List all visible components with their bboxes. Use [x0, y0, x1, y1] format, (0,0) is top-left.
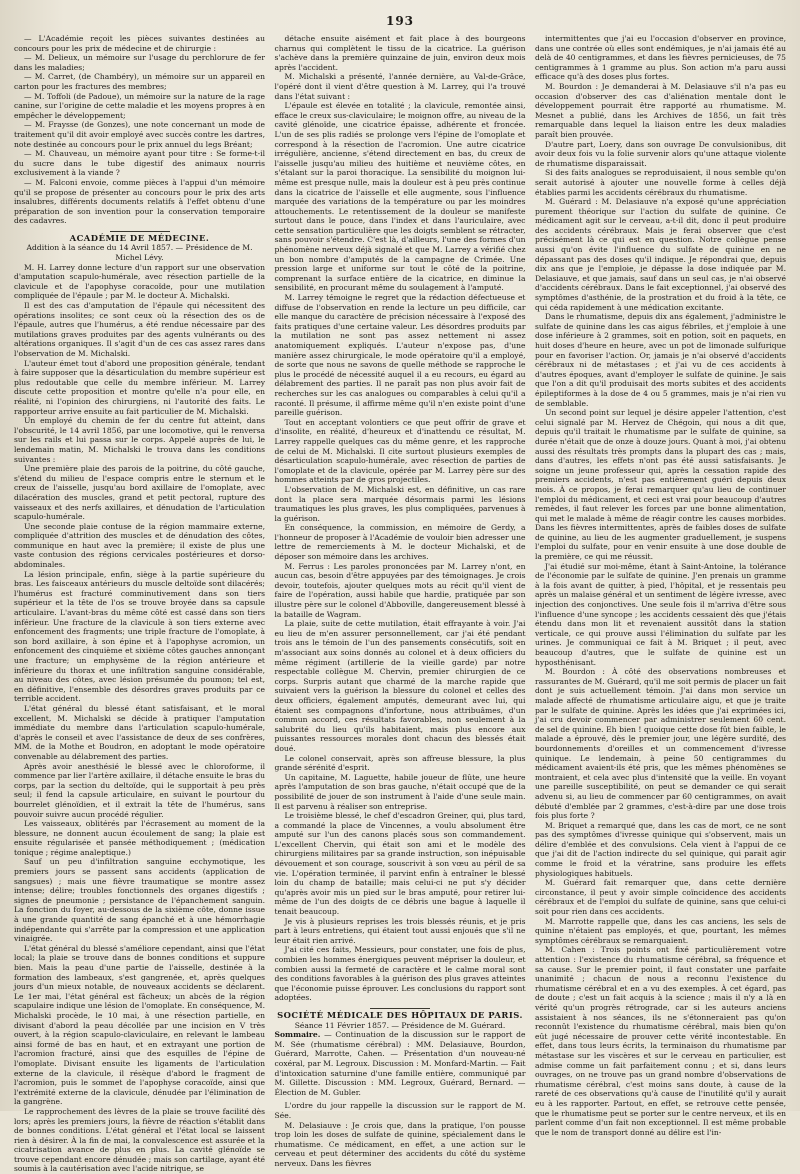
- paragraph: M. Guérard : M. Delasiauve n'a exposé qu'une appréciation purement théorique sur l'action du sulfate de quinine. Ce médicament agit sur le cerveau, a-t-il dit, donc il peut produire des accidents cérébraux. Mais je ferai observer que c'est précisément là ce qui est en question. Notre collègue pense aussi qu'on évite l'influence du sulfate de quinine en ne dépassant pas des doses qu'il indique. Je répondrai que, depuis dix ans que je l'emploie, je dépasse la dose indiquée par M. Delasiauve, et que jamais, sauf dans un seul cas, je n'ai observé d'accidents cérébraux. Dans le fait exceptionnel, j'ai observé des symptômes d'asthénie, de la prostration et du froid à la tête, ce qui céda rapidement à une médication excitante.: [535, 197, 786, 312]
- paragraph: L'état général du blessé étant satisfaisant, et le moral excellent, M. Michalski se décide à pratiquer l'amputation immédiate du membre dans l'articulation scapulo-humérale, d'après le conseil et avec l'assistance de deux de ses confrères, MM. de la Mothe et Boudron, en adoptant le mode opératoire convenable au délabrement des parties.: [14, 703, 265, 761]
- paragraph: Après avoir anesthésié le blessé avec le chloroforme, il commence par lier l'artère axillaire, il détache ensuite le bras du corps, par la section du deltoïde, qui le supportait à peu près seul; il fend la capsule articulaire, en suivant le pourtour du bourrelet glénoïdien, et il extrait la tête de l'humérus, sans pouvoir suivre aucun procédé régulier.: [14, 761, 265, 819]
- paragraph: Il est des cas d'amputation de l'épaule qui nécessitent des opérations insolites; ce sont ceux où la résection des os de l'épaule, autres que l'humérus, a été rendue nécessaire par des mutilations graves produites par des agents vulnérants ou des altérations organiques. Il s'agit d'un de ces cas assez rares dans l'observation de M. Michalski.: [14, 301, 265, 358]
- paragraph: — M. Delieux, un mémoire sur l'usage du perchlorure de fer dans les maladies;: [14, 53, 265, 72]
- paragraph: — M. Carret, (de Chambéry), un mémoire sur un appareil en carton pour les fractures des membres;: [14, 72, 265, 91]
- section-divider: [110, 231, 170, 232]
- paragraph: M. Ferrus : Les paroles prononcées par M. Larrey n'ont, en aucun cas, besoin d'être appuyées par des témoignages. Je crois devoir, toutefois, ajouter quelques mots au récit qu'il vient de faire de l'opération, aussi habile que hardie, pratiquée par son illustre père sur le colonel d'Abboville, dangereusement blessé à la bataille de Wagram.: [274, 561, 526, 619]
- paragraph: D'autre part, Loery, dans son ouvrage De convulsionibus, dit avoir deux fois vu la folie survenir alors qu'une attaque violente de rhumatisme disparaissait.: [535, 139, 786, 168]
- paragraph: Une première plaie des parois de la poitrine, du côté gauche, s'étend du milieu de l'espace compris entre le sternum et le creux de l'aisselle, jusqu'au bord axillaire de l'omoplate, avec dilacération des muscles, grand et petit pectoral, rupture des vaisseaux et des nerfs axillaires, et dénudation de l'articulation scapulo-humérale.: [14, 464, 265, 522]
- paragraph: M. Delasiauve : Je crois que, dans la pratique, l'on pousse trop loin les doses de sulfate de quinine, spécialement dans le rhumatisme. Ce médicament, en effet, a une action sur le cerveau et peut déterminer des accidents du côté du système nerveux. Dans les fièvres: [274, 1120, 526, 1168]
- paragraph: — M. Falconi envoie, comme pièces à l'appui d'un mémoire qu'il se propose de présenter au concours pour le prix des arts insalubres, différents documents relatifs à l'effet obtenu d'une préparation de son invention pour la conservation temporaire des cadavres.: [14, 177, 265, 226]
- paragraph: La lésion principale, enfin, siège à la partie supérieure du bras. Les faisceaux antérieurs du muscle deltoïde sont dilacérés; l'humérus est fracturé comminutivement dans son tiers supérieur et la tête de l'os se trouve broyée dans sa capsule articulaire. L'avant-bras du même côté est cassé dans son tiers inférieur. Une fracture de la clavicule à son tiers externe avec enfoncement des fragments; une triple fracture de l'omoplate, à son bord axillaire, à son épine et à l'apophyse acromion, un enfoncement des cinquième et sixième côtes gauches annonçant une fracture; un emphysème de la région antérieure et inférieure du thorax et une infiltration sanguine considérable, au niveau des côtes, avec lésion présumée du poumon; tel est, en définitive, l'ensemble des désordres graves produits par ce terrible accident.: [14, 569, 265, 704]
- paragraph: — M. Toffoli (de Padoue), un mémoire sur la nature de la rage canine, sur l'origine de cette maladie et les moyens propres à en empêcher le développement;: [14, 91, 265, 120]
- paragraph: M. H. Larrey donne lecture d'un rapport sur une observation d'amputation scapulo-humérale, avec résection partielle de la clavicule et de l'apophyse coracoïde, pour une mutilation compliquée de l'épaule ; par M. le docteur A. Michalski.: [14, 262, 265, 301]
- paragraph: Sauf un peu d'infiltration sanguine ecchymotique, les premiers jours se passent sans accidents (application de sangsues) ; mais une fièvre traumatique se montre assez intense; délire; troubles fonctionnels des organes digestifs ; signes de pneumonie ; persistance de l'épanchement sanguin. La fonction du foyer, au-dessous de la sixième côte, donne issue à une grande quantité de sang épanché et à une hémorrhagie indépendante qui s'arrête par la compression et une application vinaigrée.: [14, 857, 265, 944]
- paragraph: Dans le rhumatisme, depuis dix ans également, j'administre le sulfate de quinine dans les cas aigus fébriles, et j'emploie à une dose inférieure à 2 grammes, soit en potion, soit en paquets, en huit doses d'heure en heure, avec un pot de limonade sulfurique pour en favoriser l'action. Or, jamais je n'ai observé d'accidents cérébraux ni de métastases ; et j'ai vu de ces accidents à d'autres époques, avant d'employer le sulfate de quinine. Je sais que l'on a dit qu'il produisait des morts subites et des accidents épileptiformes à la dose de 4 ou 5 grammes, mais je n'ai rien vu de semblable.: [535, 312, 786, 408]
- paragraph: Un employé du chemin de fer du centre fut atteint, dans l'obscurité, le 14 avril 1856, par une locomotive, qui le renversa sur les rails et lui passa sur le corps. Appelé auprès de lui, le lendemain matin, M. Michalski le trouva dans les conditions suivantes :: [14, 416, 265, 464]
- column-2: [274, 34, 526, 1168]
- section-heading: SOCIÉTÉ MÉDICALE DES HÔPITAUX DE PARIS.: [277, 1009, 523, 1020]
- paragraph: M. Cahen : Trois points ont fixé particulièrement votre attention : l'existence du rhumatisme cérébral, sa fréquence et sa cause. Sur le premier point, il faut constater une parfaite unanimité ; chacun de nous a reconnu l'existence du rhumatisme cérébral et en a vu des exemples. À cet égard, pas de doute ; c'est un fait acquis à la science ; mais il n'y a là en vérité qu'un progrès rétrograde, car si les auteurs anciens assistaient à nos séances, ils ne s'étonneraient pas qu'on reconnût l'existence du rhumatisme cérébral, mais bien qu'on eût jugé nécessaire de prouver cette vérité incontestable. En effet, dans tous leurs écrits, la terminaison du rhumatisme par métastase sur les viscères et sur le cerveau en particulier, est admise comme un fait parfaitement connu ; et si, dans leurs ouvrages, on ne trouve pas un grand nombre d'observations de rhumatisme cérébral, c'est moins sans doute, à cause de la rareté de ces observations qu'à cause de l'inutilité qu'il y aurait eu à les rapporter. Partout, en effet, se retrouve cette pensée, que le rhumatisme peut se porter sur le centre nerveux, et ils en parlent comme d'un fait non exceptionnel. Il est même probable que le nom de transport donné au délire est l'in-: [535, 945, 786, 1137]
- paragraph: Le colonel conservait, après son affreuse blessure, la plus grande sérénité d'esprit.: [274, 753, 526, 773]
- paragraph: M. Bourdon : Je demanderai à M. Delasiauve s'il n'a pas eu occasion d'observer des cas d'aliénation mentale dont le développement pourrait être rapporté au rhumatisme. M. Mesnet a publié, dans les Archives de 1856, un fait très remarquable dans lequel la liaison entre les deux maladies paraît bien prouvée.: [535, 81, 786, 139]
- paragraph: L'épaule est élevée en totalité ; la clavicule, remontée ainsi, efface le creux sus-claviculaire; le moignon offre, au niveau de la cavité glénoïde, une cicatrice épaisse, adhérente et froncée. L'un de ses plis radiés se prolonge vers l'épine de l'omoplate et correspond à la résection de l'acromion. Une autre cicatrice irrégulière, ancienne, s'étend directement en bas, du creux de l'aisselle jusqu'au milieu des huitième et neuvième côtes, en s'étalant sur la paroi thoracique. La sensibilité du moignon lui-même est presque nulle, mais la douleur est à peu près continue dans la cicatrice de l'aisselle et elle augmente, sous l'influence marquée des variations de la température ou par les moindres attouchements. Le retentissement de la douleur se manifeste surtout dans le pouce, dans l'index et dans l'auriculaire, avec cette sensation particulière que les doigts semblent se rétracter, sans pouvoir s'étendre. C'est là, d'ailleurs, l'une des formes d'un phénomène nerveux déjà signalé et que M. Larrey a vérifié chez un bon nombre d'amputés de la campagne de Crimée. Une pression large et uniforme sur tout le côté de la poitrine, comprenant la surface entière de la cicatrice, en diminue la sensibilité, en procurant même du soulagement à l'amputé.: [274, 101, 526, 293]
- session-line: Séance 11 Février 1857. — Présidence de M. Guérard.: [294, 1020, 506, 1030]
- paragraph: Le rapprochement des lèvres de la plaie se trouve facilité dès lors; après les premiers jours, la fièvre de réaction s'établit dans de bonnes conditions. L'état général et l'état local se laissent rien à désirer. À la fin de mai, la convalescence est assurée et la cicatrisation avance de plus en plus. La cavité glénoïde se trouve cependant encore dénudée ; mais son cartilage, ayant été soumis à la cautérisation avec l'acide nitrique, se: [14, 1106, 265, 1174]
- paragraph: détache ensuite aisément et fait place à des bourgeons charnus qui complètent le tissu de la cicatrice. La guérison s'achève dans la première quinzaine de juin, environ deux mois après l'accident.: [274, 34, 526, 72]
- paragraph: Un capitaine, M. Laguette, habile joueur de flûte, une heure après l'amputation de son bras gauche, n'était occupé que de la possibilité de jouer de son instrument à l'aide d'une seule main. Il est parvenu à réaliser son entreprise.: [274, 772, 526, 811]
- paragraph: Un second point sur lequel je désire appeler l'attention, c'est celui signalé par M. Hervez de Chégoin, qui nous a dit que, depuis qu'il traitait le rhumatisme par le sulfate de quinine, sa durée n'était que de onze à douze jours. Quant à moi, j'ai obtenu aussi des résultats très prompts dans la plupart des cas ; mais, dans d'autres, les effets n'ont pas été aussi satisfaisants. Je soigne un jeune professeur qui, après la cessation rapide des premiers accidents, n'est pas entièrement guéri depuis deux mois. À ce propos, je ferai remarquer qu'au lieu de continuer l'emploi du médicament, et ceci est vrai pour beaucoup d'autres remèdes, il faut relever les forces par une bonne alimentation, qui met le malade à même de réagir contre les causes morbides. Dans les fièvres intermittentes, après de faibles doses de sulfate de quinine, au lieu de les augmenter graduellement, je suspens l'emploi du sulfate, pour en venir ensuite à une dose double de la première, ce qui me réussit.: [535, 408, 786, 562]
- paragraph: — L'Académie reçoit les pièces suivantes destinées au concours pour les prix de médecine et de chirurgie :: [14, 34, 265, 53]
- paragraph: Tout en acceptant volontiers ce que peut offrir de grave et d'insolite, en réalité, d'heureux et d'inattendu ce résultat, M. Larrey rappelle quelques cas du même genre, et les rapproche de celui de M. Michalski. Il cite surtout plusieurs exemples de désarticulation scapulo-humérale, avec résection de parties de l'omoplate et de la clavicule, opérée par M. Larrey père sur des hommes atteints par de gros projectiles.: [274, 417, 526, 485]
- paragraph: — M. Fraysse (de Gonzes), une note concernant un mode de traitement qu'il dit avoir employé avec succès contre les dartres, note destinée au concours pour le prix annuel du legs Bréant;: [14, 120, 265, 149]
- paragraph: M. Michalski a présenté, l'année dernière, au Val-de-Grâce, l'opéré dont il vient d'être question à M. Larrey, qui l'a trouvé dans l'état suivant :: [274, 72, 526, 101]
- column-1: [14, 34, 265, 1174]
- paragraph: La plaie, suite de cette mutilation, était effrayante à voir. J'ai eu lieu de m'en assurer personnellement, car j'ai été pendant trois ans le témoin de l'un des pansements consécutifs, soit en m'associant aux soins donnés au colonel et à deux officiers du même régiment (artillerie de la vieille garde) par notre respectable collègue M. Chervin, premier chirurgien de ce corps. Surpris autant que charmé de la marche rapide que suivaient vers la guérison la blessure du colonel et celles des deux officiers, également amputés, demeurant avec lui, qui étaient ses compagnons d'infortune, nous attribuâmes, d'un commun accord, ces résultats favorables, non seulement à la salubrité du lieu qu'ils habitaient, mais plus encore aux puissantes ressources morales dont chacun des blessés était doué.: [274, 619, 526, 753]
- paragraph: L'observation de M. Michalski est, en définitive, un cas rare dont la place sera marquée désormais parmi les lésions traumatiques les plus graves, les plus compliquées, parvenues à la guérison.: [274, 484, 526, 523]
- paragraph: L'ordre du jour rappelle la discussion sur le rapport de M. Sée.: [274, 1101, 526, 1120]
- paragraph: Une seconde plaie contuse de la région mammaire externe, compliquée d'attrition des muscles et de dénudation des côtes, communique en haut avec la première; il existe de plus une vaste contusion des régions cervicales postérieures et dorso-abdominales.: [14, 521, 265, 570]
- paragraph: J'ai cité ces faits, Messieurs, pour constater, une fois de plus, combien les hommes énergiques peuvent mépriser la douleur, et combien aussi la fermeté de caractère et le calme moral sont des conditions favorables à la guérison des plus graves atteintes que l'économie puisse éprouver. Les conclusions du rapport sont adoptées.: [274, 945, 526, 1003]
- summary-text: — Continuation de la discussion sur le rapport de M. Sée (rhumatisme cérébral) : MM. Delasiauve, Bourdon, Guérard, Marrotte, Cahen. — Présentation d'un nouveau-né coxéral, par M. Legroux. Discussion : M. Monfard-Martin. — Fait d'intoxication saturnine d'une famille entière, communiqué par M. Gillette. Discussion : MM. Legroux, Guérard, Bernard. — Élection de M. Gubler.: [274, 1030, 526, 1097]
- paragraph: Les vaisseaux, oblitérés par l'écrasement au moment de la blessure, ne donnent aucun écoulement de sang; la plaie est ensuite régularisée et pansée méthodiquement ; (médication tonique ; régime analeptique.): [14, 819, 265, 857]
- column-3: [535, 34, 786, 1137]
- paragraph: M. Marrotte rappelle que, dans les cas anciens, les sels de quinine n'étaient pas employés, et que, pourtant, les mêmes symptômes cérébraux se remarquaient.: [535, 916, 786, 945]
- summary: [275, 1030, 526, 1097]
- text-columns: [14, 34, 786, 1174]
- paragraph: M. Guérard fait remarquer que, dans cette dernière circonstance, il peut y avoir simple coïncidence des accidents cérébraux et de l'emploi du sulfate de quinine, sans que celui-ci soit pour rien dans ces accidents.: [535, 878, 786, 917]
- page-number: 193: [385, 14, 415, 28]
- paragraph: M. Bourdon : À côté des observations nombreuses et rassurantes de M. Guérard, qu'il me soit permis de placer un fait dont je suis actuellement témoin. J'ai dans mon service un malade affecté de rhumatisme articulaire aigu, et que je traite par le sulfate de quinine. Après les idées que j'ai exprimées ici, j'ai cru devoir commencer par administrer seulement 60 cent. de sel de quinine. Eh bien ! quoique cette dose fût bien faible, le malade a éprouvé, dès le premier jour, une légère surdité, des bourdonnements d'oreilles et un commencement d'ivresse quinique. Le lendemain, à peine 50 centigrammes du médicament avaient-ils été pris, que les mêmes phénomènes se montraient, et cela avec plus d'intensité que la veille. En voyant une pareille susceptibilité, on peut se demander ce qui serait advenu si, au lieu de commencer par 60 centigrammes, on avait débuté d'emblée par 2 grammes, c'est-à-dire par une dose trois fois plus forte ?: [535, 667, 786, 821]
- paragraph: M. Larrey témoigne le regret que la rédaction défectueuse et diffuse de l'observation en rende la lecture un peu difficile, car elle manque du caractère de précision nécessaire à l'exposé des faits pratiques d'une certaine valeur. Les désordres produits par la mutilation ne sont pas assez nettement ni assez anatomiquement expliqués. L'auteur n'expose pas, d'une manière assez chirurgicale, le mode opératoire qu'il a employé, de sorte que nous ne savons de quelle méthode se rapproche le plus le procédé de nécessité auquel il a eu recours, eu égard au délabrement des parties. Il ne paraît pas non plus avoir fait de recherches sur les cas analogues ou comparables à celui qu'il a raconté. Il présume, il affirme même qu'il n'en existe point d'une pareille guérison.: [274, 293, 526, 418]
- paragraph: Le troisième blessé, le chef d'escadron Greiner, qui, plus tard, a commandé la place de Vincennes, a voulu absolument être amputé sur l'un des canons placés sous son commandement. L'excellent Chervin, qui était son ami et le modèle des chirurgiens militaires par sa grande instruction, son inépuisable dévouement et son courage, souscrivit à son vœu au péril de sa vie. L'opération terminée, il parvint enfin à entraîner le blessé loin du champ de bataille; mais celui-ci ne put s'y décider qu'après avoir mis un pied sur le bras amputé, pour retirer lui-même de l'un des doigts de ce débris une bague à laquelle il tenait beaucoup.: [274, 811, 526, 917]
- paragraph: Si des faits analogues se reproduisaient, il nous semble qu'on serait autorisé à ajouter une nouvelle forme à celles déjà établies parmi les accidents cérébraux du rhumatisme.: [535, 168, 786, 197]
- paragraph: intermittentes que j'ai eu l'occasion d'observer en province, dans une contrée où elles sont endémiques, je n'ai jamais été au delà de 40 centigrammes, et dans les fièvres pernicieuses, de 75 centigrammes à 1 gramme au plus. Son action m'a paru aussi efficace qu'à des doses plus fortes.: [535, 34, 786, 82]
- section-heading: ACADÉMIE DE MÉDECINE.: [69, 232, 210, 243]
- paragraph: En conséquence, la commission, en mémoire de Gerdy, a l'honneur de proposer à l'Académie de vouloir bien adresser une lettre de remerciements à M. le docteur Michalski, et de déposer son mémoire dans les archives.: [274, 523, 526, 562]
- summary-label: Sommaire.: [274, 1030, 321, 1040]
- paragraph: J'ai étudié sur moi-même, étant à Saint-Antoine, la tolérance de l'économie par le sulfate de quinine. J'en prenais un gramme à la fois avant de quitter, à pied, l'hôpital, et je ressentais peu après un malaise général et un sentiment de légère ivresse, avec injection des conjonctives. Une seule fois il m'arriva d'être sous l'influence d'une syncope ; les accidents cessaient dès que j'étais étendu dans mon lit et revenaient aussitôt dans la station verticale, ce qui prouve aussi l'élimination du sulfate par les urines. Je communiquai ce fait à M. Briquet ; il peut, avec beaucoup d'autres, que le sulfate de quinine est un hyposthénisant.: [535, 561, 786, 667]
- paragraph: L'auteur émet tout d'abord une proposition générale, tendant à faire supposer que la désarticulation du membre supérieur est plus redoutable que celle du membre inférieur. M. Larrey discute cette proposition et montre qu'elle n'a pour elle, en réalité, ni l'opinion des chirurgiens, ni l'autorité des faits. Le rapporteur arrive ensuite au fait particulier de M. Michalski.: [14, 358, 265, 416]
- section-divider: [370, 1008, 430, 1009]
- paragraph: — M. Chauveau, un mémoire ayant pour titre : Se forme-t-il du sucre dans le tube digestif des animaux nourris exclusivement à la viande ?: [14, 149, 265, 178]
- paragraph: L'état général du blessé s'améliore cependant, ainsi que l'état local; la plaie se trouve dans de bonnes conditions et suppure bien. Mais la peau d'une partie de l'aisselle, destinée à la formation des lambeaux, s'est gangrenée, et, après quelques jours d'un mieux notable, de nouveaux accidents se déclarent. Le 1er mai, l'état général est fâcheux; un abcès de la région scapulaire indique une lésion de l'omoplate. En conséquence, M. Michalski procède, le 10 mai, à une résection partielle, en divisant d'abord la peau décollée par une incision en V très ouvert, à la région scapulo-claviculaire, en relevant le lambeau ainsi formé de bas en haut, et en extrayant une portion de l'acromion fracturé, ainsi que des esquilles de l'épine de l'omoplate. Divisant ensuite les ligaments de l'articulation externe de la clavicule, il résèque d'abord le fragment de l'acromion, puis le sommet de l'apophyse coracoïde, ainsi que l'extrémité externe de la clavicule, dénudée par l'élimination de la gangrène.: [14, 943, 265, 1107]
- paragraph: M. Briquet a remarqué que, dans les cas de mort, ce ne sont pas des symptômes d'ivresse quinique qui s'observent, mais un délire d'emblée et des convulsions. Cela vient à l'appui de ce que j'ai dit de l'action indirecte du sel quinique, qui parait agir comme le froid et la vératrine, sans produire les effets physiologiques habituels.: [535, 820, 786, 878]
- session-line: Addition à la séance du 14 Avril 1857. — Présidence de M. Michel Lévy.: [26, 243, 253, 263]
- paragraph: Je vis à plusieurs reprises les trois blessés réunis, et je pris part à leurs entretiens, qui étaient tout aussi enjoués que s'il ne leur était rien arrivé.: [274, 916, 526, 945]
